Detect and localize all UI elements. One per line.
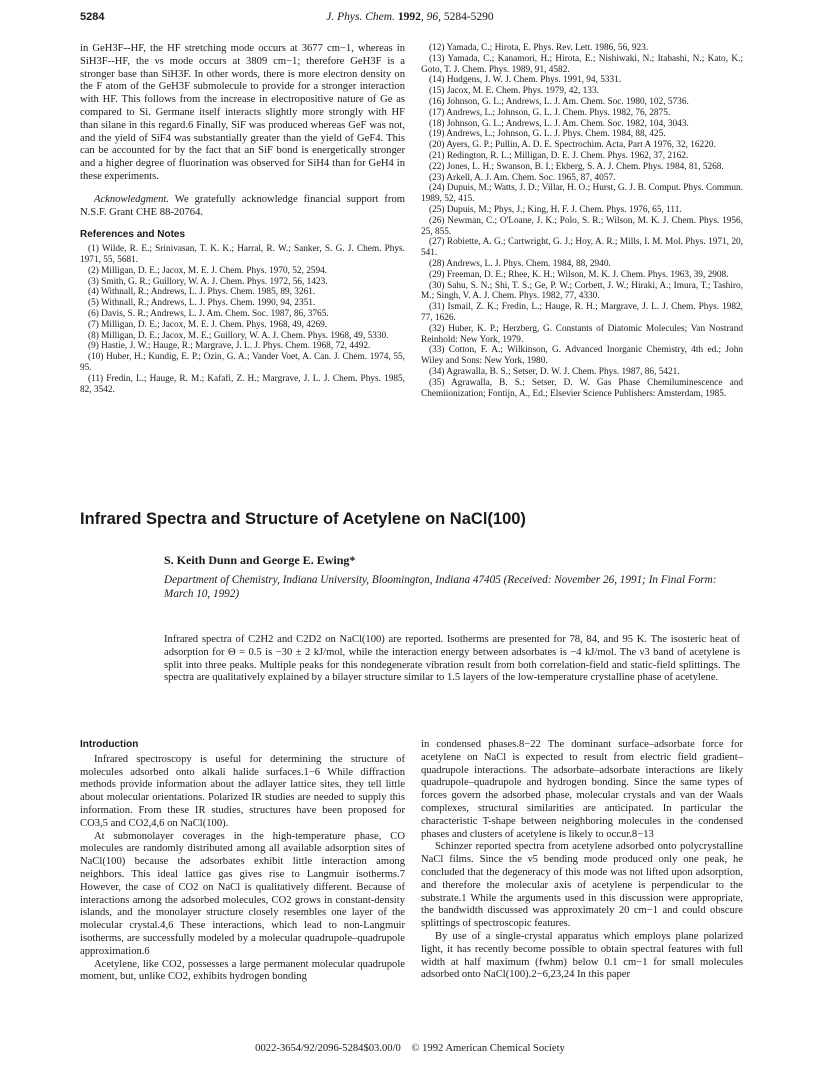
reference-item: (6) Davis, S. R.; Andrews, L. J. Am. Chem. Soc. 1987, 86, 3765. [88,308,329,319]
acknowledgment [80,194,405,220]
reference-item: (15) Jacox, M. E. Chem. Phys. 1979, 42, 133. [429,86,599,97]
reference-item: (27) Robiette, A. G.; Cartwright, G. J.; Hoy, A. R.; Mills, I. M. Mol. Phys. 1971, 20, 541. [421,237,743,259]
intro-paragraph: Infrared spectroscopy is useful for determining the structure of molecules adsorbed onto alkali halide surfaces.1−6 While diffraction methods provide information about the adlayer lattice sites, they tell little about molecular orientations. Polarized IR studies are needed to supply this information. From these IR studies, structures have been proposed for CO3,5 and CO2,4,6 on NaCl(100). [80,753,405,829]
reference-item: (26) Newman, C.; O'Loane, J. K.; Polo, S. R.; Wilson, M. K. J. Chem. Phys. 1956, 25, 855. [421,215,743,237]
reference-item: (23) Arkell, A. J. Am. Chem. Soc. 1965, 87, 4057. [429,172,616,183]
reference-item: (18) Johnson, G. L.; Andrews, L. J. Am. Chem. Soc. 1982, 104, 3043. [429,118,689,129]
prev-article-left-column [80,43,405,395]
reference-item: (16) Johnson, G. L.; Andrews, L. J. Am. Chem. Soc. 1980, 102, 5736. [429,96,689,107]
journal-year: 1992 [397,11,421,23]
reference-item: (19) Andrews, L.; Johnson, G. L. J. Phys. Chem. 1984, 88, 425. [429,129,666,140]
reference-item: (7) Milligan, D. E.; Jacox, M. E. J. Chem. Phys. 1968, 49, 4269. [88,319,328,330]
reference-item: (14) Hudgens, J. W. J. Chem. Phys. 1991, 94, 5331. [429,75,622,86]
reference-item: (13) Yamada, C.; Kanamori, H.; Hirota, E.; Nishiwaki, N.; Itabashi, N.; Kato, K.; Goto, T. J. Chem. Phys. 1989, 91, 4582. [421,53,743,75]
reference-item: (17) Andrews, L.; Johnson, G. L. J. Chem. Phys. 1982, 76, 2875. [429,107,671,118]
reference-item: (24) Dupuis, M.; Watts, J. D.; Villar, H. O.; Hurst, G. J. B. Comput. Phys. Commun. 1989, 52, 415. [421,183,743,205]
reference-item: (5) Withnall, R.; Andrews, L. J. Phys. Chem. 1990, 94, 2351. [88,298,316,309]
intro-paragraph: in condensed phases.8−22 The dominant surface–adsorbate force for acetylene on NaCl is expected to result from electric field gradient–quadrupole interactions. The adsorbate–adsorbate interactions are likely quadrupole–quadrupole and hydrogen bonding. Since the same types of forces govern the adsorbed phase, molecular crystals and van der Waals complexes, structural similarities are anticipated. In particular the characteristic T-shape between neighboring molecules in the condensed phases and clusters of acetylene is likely to occur.8−13 [421,739,743,840]
acknowledgment-text: We gratefully acknowledge financial support from N.S.F. Grant CHE 88-20764. [80,193,405,218]
reference-item: (9) Hastie, J. W.; Hauge, R.; Margrave, J. L. J. Phys. Chem. 1968, 72, 4492. [88,341,371,352]
copyright: © 1992 American Chemical Society [411,1043,565,1054]
article-code: 0022-3654/92/2096-5284$03.00/0 [255,1043,401,1054]
reference-item: (29) Freeman, D. E.; Rhee, K. H.; Wilson, M. K. J. Chem. Phys. 1963, 39, 2908. [429,269,729,280]
journal-citation: J. Phys. Chem. 1992, 96, 5284-5290 [326,11,494,23]
prev-body-paragraph: in GeH3F--HF, the HF stretching mode occurs at 3677 cm−1, whereas in SiH3F--HF, the νs mode occurs at 3809 cm−1; therefore GeH3F is a stronger base than SiH3F. In other words, there is more electron density on the F atom of the GeH3F submolecule to provide for a stronger interaction with HF. This follows from the increase in electropositive nature of Ge as compared to Si. Germane itself interacts slightly more strongly with HF than silane in this regard.6 Finally, SiF was produced whereas GeF was not, and the yield of SiF4 was substantially greater than the yield of GeF4. This can be accounted for by the fact that an SiF bond is energetically stronger and a higher degree of fluorination was observed for SiH4 than for GeH4 in these experiments. [80,43,405,182]
reference-item: (1) Wilde, R. E.; Srinivasan, T. K. K.; Harral, R. W.; Sanker, S. G. J. Chem. Phys. 1971, 55, 5681. [80,244,405,265]
article-affiliation: Department of Chemistry, Indiana University, Bloomington, Indiana 47405 (Received: November 26, 1991; In Final Form: March 10, 1992) [164,574,717,600]
journal-pages: 5284-5290 [443,11,494,23]
reference-item: (28) Andrews, L. J. Phys. Chem. 1984, 88, 2940. [429,258,611,269]
reference-item: (35) Agrawalla, B. S.; Setser, D. W. Gas Phase Chemiluminescence and Chemiionization; Fontijn, A., Ed.; Elsevier Science Publishers: Amsterdam, 1985. [421,377,743,399]
reference-item: (10) Huber, H.; Kundig, E. P.; Ozin, G. A.; Vander Voet, A. Can. J. Chem. 1974, 55, 95. [80,352,405,373]
running-header [80,11,740,29]
reference-item: (21) Redington, R. L.; Milligan, D. E. J. Chem. Phys. 1962, 37, 2162. [429,150,689,161]
references-list-right [421,43,743,399]
journal-volume: 96 [426,11,439,23]
article-title: Infrared Spectra and Structure of Acetylene on NaCl(100) [80,510,526,528]
reference-item: (34) Agrawalla, B. S.; Setser, D. W. J. Chem. Phys. 1987, 86, 5421. [429,366,680,377]
journal-name: J. Phys. Chem. [326,11,395,23]
page-footer [80,1043,740,1054]
references-heading: References and Notes [80,229,186,241]
intro-right-column [421,739,743,982]
reference-item: (11) Fredin, L.; Hauge, R. M.; Kafafi, Z. H.; Margrave, J. L. J. Chem. Phys. 1985, 82, 3542. [80,373,405,395]
references-list-left [80,244,405,395]
reference-item: (2) Milligan, D. E.; Jacox, M. E. J. Chem. Phys. 1970, 52, 2594. [88,265,328,276]
reference-item: (25) Dupuis, M.; Phys, J.; King, H. F. J. Chem. Phys. 1976, 65, 111. [429,204,682,215]
article-abstract: Infrared spectra of C2H2 and C2D2 on NaCl(100) are reported. Isotherms are presented for 78, 84, and 95 K. The isosteric heat of adsorption for Θ = 0.5 is −30 ± 2 kJ/mol, while the interaction energy between adsorbates is −4 kJ/mol. The ν3 band of acetylene is split into three peaks. Multiple peaks for this nondegenerate vibration result from both correlation-field and static-field splittings. The spectra are qualitatively explained by a bilayer structure similar to 1.5 layers of the low-temperature crystalline phase of acetylene. [164,634,740,684]
reference-item: (22) Jones, L. H.; Swanson, B. I.; Ekberg, S. A. J. Chem. Phys. 1984, 81, 5268. [429,161,724,172]
reference-item: (31) Ismail, Z. K.; Fredin, L.; Hauge, R. H.; Margrave, J. L. J. Chem. Phys. 1982, 77, 1626. [421,302,743,323]
acknowledgment-label: Acknowledgment. [94,193,170,205]
intro-paragraph: By use of a single-crystal apparatus which employs plane polarized light, it has recently become possible to obtain spectral features with full width at half maximum (fwhm) below 0.1 cm−1 for small molecules adsorbed onto NaCl(100).2−6,23,24 In this paper [421,930,743,981]
reference-item: (30) Sahu, S. N.; Shi, T. S.; Ge, P. W.; Corbett, J. W.; Hiraki, A.; Imura, T.; Tashiro, M.; Singh, V. A. J. Chem. Phys. 1982, 77, 4330. [421,280,743,302]
page-number: 5284 [80,11,105,23]
intro-paragraph: Acetylene, like CO2, possesses a large permanent molecular quadrupole moment, but, unlike CO2, exhibits hydrogen bonding [80,958,405,983]
reference-item: (3) Smith, G. R.; Guillory, W. A. J. Chem. Phys. 1972, 56, 1423. [88,276,328,287]
article-authors: S. Keith Dunn and George E. Ewing* [164,553,356,567]
reference-item: (32) Huber, K. P.; Herzberg, G. Constants of Diatomic Molecules; Van Nostrand Reinhold: New York, 1979. [421,323,743,345]
reference-item: (20) Ayers, G. P.; Pullin, A. D. E. Spectrochim. Acta, Part A 1976, 32, 16220. [429,140,716,151]
intro-paragraph: At submonolayer coverages in the high-temperature phase, CO molecules are randomly distributed among all available adsorption sites of NaCl(100) because the adsorbates exhibit little interaction among neighbors. This ideal lattice gas gives rise to Langmuir isotherms.7 However, the case of CO2 on NaCl is qualitatively different. Because of interactions among the adsorbed molecules, CO2 grows in constant-density islands, and the monolayer structure closely resembles one layer of the molecular crystal.4,6 These interactions, which lead to non-Langmuir isotherms, are successfully modeled by a molecular quadrupole–quadrupole approximation.6 [80,830,405,957]
reference-item: (12) Yamada, C.; Hirota, E. Phys. Rev. Lett. 1986, 56, 923. [429,43,649,53]
intro-heading: Introduction [80,739,139,750]
reference-item: (33) Cotton, F. A.; Wilkinson, G. Advanced Inorganic Chemistry, 4th ed.; John Wiley and Sons: New York, 1980. [421,345,743,367]
intro-paragraph: Schinzer reported spectra from acetylene adsorbed onto polycrystalline NaCl films. Since the ν5 bending mode produced only one peak, he concluded that the degeneracy of this mode was not lifted upon adsorption, and therefore the molecular axis of acetylene is perpendicular to the substrate.1 While the arguments used in this discussion were appropriate, the bandwidth discussed was approximately 20 cm−1 and could obscure splittings of spectroscopic features. [421,841,743,930]
intro-left-column [80,739,405,984]
reference-item: (8) Milligan, D. E.; Jacox, M. E.; Guillory, W. A. J. Chem. Phys. 1968, 49, 5330. [88,330,389,341]
reference-item: (4) Withnall, R.; Andrews, L. J. Phys. Chem. 1985, 89, 3261. [88,287,316,298]
